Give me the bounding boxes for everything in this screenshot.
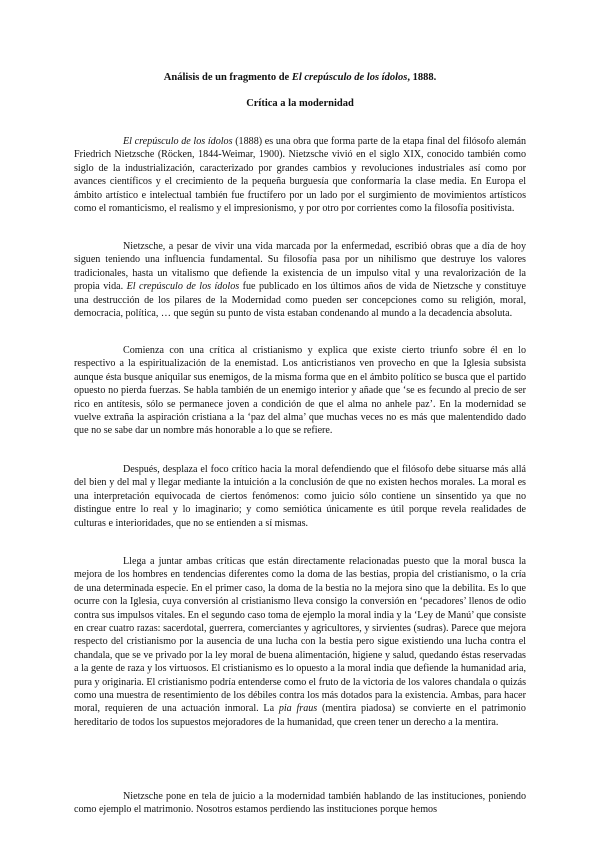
paragraph-1: [74, 135, 526, 215]
document-title: [0, 72, 600, 83]
paragraph-5: [74, 555, 526, 729]
paragraph-2: [74, 240, 526, 320]
paragraph-4: Después, desplaza el foco crítico hacia la moral defendiendo que el filósofo debe situarse más allá del bien y del mal y llegar mediante la intuición a la conclusión de que no existen hechos morales. La moral es una interpretación equivocada de ciertos fenómenos: como juicio sólo contiene un sinsentido ya que no distingue entre lo real y lo imaginario; y como semiótica únicamente es útil porque revela realidades de culturas e interioridades, que no se entienden a sí mismas.: [74, 464, 526, 529]
paragraph-2-text-c: fue publicado en los últimos años de vida de Nietzsche y constituye una destrucción de los pilares de la Modernidad como pueden ser concepciones como su religión, moral, democracia, política, … que según su punto de vista estaban condenando al mundo a la decadencia absoluta.: [74, 281, 526, 320]
book-title-inline: El crepúsculo de los ídolos: [126, 281, 240, 293]
paragraph-6: Nietzsche pone en tela de juicio a la modernidad también hablando de las instituciones, poniendo como ejemplo el matrimonio. Nosotros estamos perdiendo las instituciones porque hemos: [74, 791, 526, 816]
paragraph-3: Comienza con una crítica al cristianismo y explica que existe cierto triunfo sobre él en lo respectivo a la espiritualización de la enemistad. Los anticristianos ven provecho en que la Iglesia subsista aunque ésta busque aniquilar sus enemigos, de la misma forma que en el ámbito político se busca que el partido opuesto no pierda fuerzas. Se habla también de un enemigo interior y añade que ‘se es fecundo al precio de ser rico en antítesis, sólo se permanece joven a condición de que el alma no anhele paz’. En la modernidad se vuelve extraña la aspiración cristiana a la ‘paz del alma’ que muchas veces no es más que malentendido dado que no se sabe dar un nombre más honorable a lo que se refiere.: [74, 345, 526, 437]
document-subtitle: Crítica a la modernidad: [246, 98, 354, 109]
title-book-name: El crepúsculo de los ídolos: [291, 72, 408, 83]
latin-phrase: pia fraus: [278, 703, 318, 715]
paragraph-5-text-c: (mentira piadosa) se convierte en el patrimonio hereditario de todos los supuestos mejoradores de la humanidad, que creen tener un derecho a la mentira.: [74, 703, 526, 728]
title-prefix: Análisis de un fragmento de: [163, 72, 292, 83]
title-suffix: , 1888.: [407, 72, 437, 83]
paragraph-5-text-a: Llega a juntar ambas críticas que están directamente relacionadas puesto que la moral busca la mejora de los hombres en tendencias diferentes como la doma de las bestias, propia del cristianismo, o la cría de una determinada especie. En el primer caso, la doma de la bestia no la mejora sino que la debilita. Es lo que ocurre con la Iglesia, cuya conversión al cristianismo lleva consigo la conversión en ‘pecadores’ llenos de odio contra sus impulsos vitales. En el segundo caso toma de ejemplo la moral india y la ‘Ley de Manú’ que consiste en crear cuatro razas: sacerdotal, guerrera, comerciantes y agricultores, y sirvientes (sudras). Parece que mejora respecto del cristianismo por la ausencia de una lucha con la bestia pero sigue existiendo una lucha contra el chandala, que se ve privado por la ley moral de buena alimentación, higiene y salud, quedando éstas reservadas a la gente de raza y los virtuosos. El cristianismo es lo opuesto a la moral india que defiende la humanidad aria, pura y originaria. El cristianismo podría entenderse como el fruto de la victoria de los valores chandala o quizás como una muestra de resentimiento de los débiles contra los más dotados para la existencia. Ambas, para hacer moral, requieren de una actuación inmoral. La: [74, 556, 526, 715]
paragraph-2-text-a: Nietzsche, a pesar de vivir una vida marcada por la enfermedad, escribió obras que a día de hoy siguen teniendo una influencia fundamental. Su filosofía pasa por un nihilismo que destruye los valores tradicionales, hasta un vitalismo que defiende la existencia de un impulso vital y una revalorización de la propia vida.: [74, 241, 526, 293]
paragraph-1-text: (1888) es una obra que forma parte de la etapa final del filósofo alemán Friedrich Nietzsche (Röcken, 1844-Weimar, 1900). Nietzsche vivió en el siglo XIX, conocido también como siglo de la industrialización, caracterizado por grandes cambios y revoluciones industriales así como por avances científicos y el crecimiento de la pequeña burguesía que conformaría la clase media. En Europa el ámbito artístico e intelectual también fue fructífero por un lado por el surgimiento de movimientos artísticos como el romanticismo, el realismo y el impresionismo, y por otro por corrientes como la filosofía positivista.: [74, 136, 526, 215]
book-title-inline: El crepúsculo de los ídolos: [123, 136, 233, 147]
